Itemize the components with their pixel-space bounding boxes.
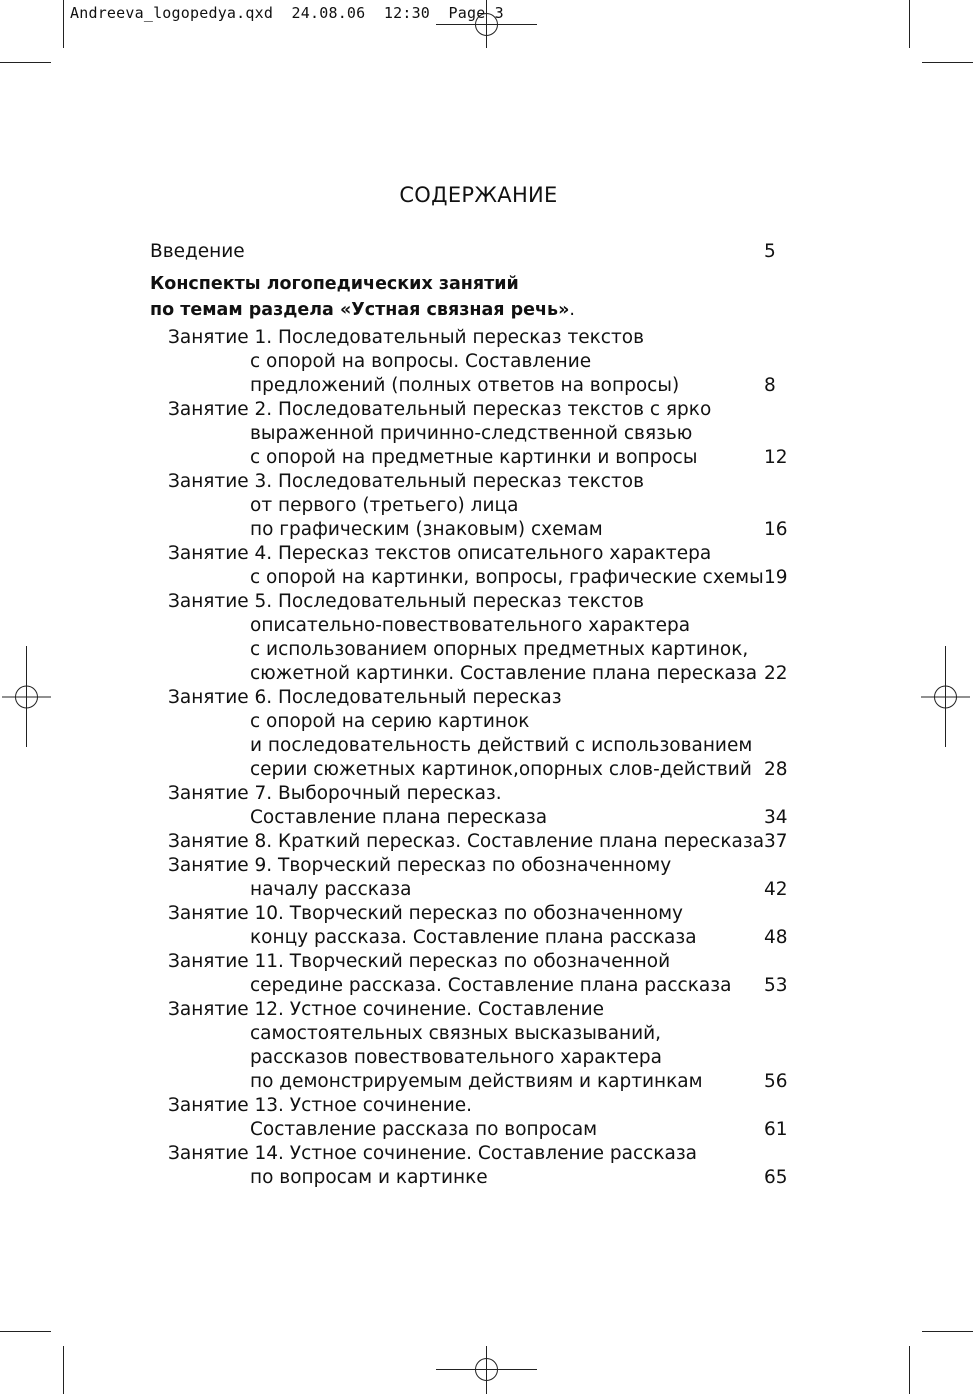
toc-lesson-10-first-line <box>168 902 683 926</box>
toc-lesson-6-page: 28 <box>764 759 788 780</box>
section-heading-dot: . <box>569 300 575 320</box>
toc-lesson-1-page: 8 <box>764 375 776 396</box>
section-heading-line2 <box>150 298 575 322</box>
toc-lesson-label: Занятие 2. <box>168 399 279 420</box>
toc-lesson-2-line-3: с опорой на предметные картинки и вопросы <box>250 447 698 468</box>
toc-lesson-3-page: 16 <box>764 519 788 540</box>
toc-lesson-6-line-2: с опорой на серию картинок <box>250 711 530 732</box>
toc-lesson-7-line-2: Составление плана пересказа <box>250 807 548 828</box>
toc-lesson-5-line-4: сюжетной картинки. Составление плана пересказа <box>250 663 758 684</box>
toc-lesson-6-line-4: серии сюжетных картинок,опорных слов-действий <box>250 759 752 780</box>
section-heading-line1: Конспекты логопедических занятий <box>150 274 519 294</box>
toc-lesson-text: Последовательный пересказ текстов <box>278 471 644 492</box>
toc-lesson-text: Последовательный пересказ текстов <box>278 327 644 348</box>
toc-lesson-label: Занятие 1. <box>168 327 279 348</box>
toc-intro: Введение <box>150 241 245 262</box>
toc-lesson-12-line-3: рассказов повествовательного характера <box>250 1047 662 1068</box>
toc-lesson-label: Занятие 8. <box>168 831 279 852</box>
toc-lesson-4-first-line <box>168 542 711 566</box>
toc-lesson-text: Устное сочинение. Составление рассказа <box>289 1143 697 1164</box>
toc-lesson-text: Краткий пересказ. Составление плана пересказа <box>278 831 765 852</box>
toc-lesson-text: Последовательный пересказ текстов <box>278 591 644 612</box>
toc-lesson-8-page: 37 <box>764 831 788 852</box>
toc-lesson-7-page: 34 <box>764 807 788 828</box>
toc-lesson-2-page: 12 <box>764 447 788 468</box>
toc-lesson-9-first-line <box>168 854 671 878</box>
toc-lesson-3-line-2: от первого (третьего) лица <box>250 495 519 516</box>
toc-lesson-9-line-2: началу рассказа <box>250 879 412 900</box>
toc-lesson-text: Устное сочинение. Составление <box>289 999 605 1020</box>
toc-lesson-13-line-2: Составление рассказа по вопросам <box>250 1119 598 1140</box>
toc-lesson-11-page: 53 <box>764 975 788 996</box>
toc-lesson-1-line-2: с опорой на вопросы. Составление <box>250 351 592 372</box>
toc-lesson-12-page: 56 <box>764 1071 788 1092</box>
toc-lesson-2-first-line <box>168 398 711 422</box>
toc-lesson-4-line-2: с опорой на картинки, вопросы, графические схемы <box>250 567 764 588</box>
slug-time: 12:30 <box>383 4 431 22</box>
toc-lesson-10-page: 48 <box>764 927 788 948</box>
registration-mark-top <box>436 0 537 48</box>
toc-lesson-3-line-3: по графическим (знаковым) схемам <box>250 519 603 540</box>
toc-lesson-12-line-2: самостоятельных связных высказываний, <box>250 1023 662 1044</box>
page-title: СОДЕРЖАНИЕ <box>399 183 558 207</box>
toc-lesson-11-first-line <box>168 950 670 974</box>
toc-lesson-label: Занятие 7. <box>168 783 279 804</box>
toc-lesson-11-line-2: середине рассказа. Составление плана рассказа <box>250 975 732 996</box>
toc-lesson-13-first-line <box>168 1094 472 1118</box>
toc-lesson-label: Занятие 4. <box>168 543 279 564</box>
toc-lesson-5-first-line <box>168 590 644 614</box>
toc-lesson-text: Последовательный пересказ текстов с ярко <box>278 399 712 420</box>
toc-lesson-label: Занятие 14. <box>168 1143 290 1164</box>
toc-lesson-14-page: 65 <box>764 1167 788 1188</box>
slug-file: Andreeva_logopedya.qxd <box>70 4 274 22</box>
toc-lesson-6-line-3: и последовательность действий с использованием <box>250 735 753 756</box>
toc-lesson-12-first-line <box>168 998 604 1022</box>
toc-lesson-6-first-line <box>168 686 562 710</box>
toc-lesson-7-first-line <box>168 782 502 806</box>
toc-lesson-9-page: 42 <box>764 879 788 900</box>
toc-lesson-label: Занятие 3. <box>168 471 279 492</box>
toc-lesson-text: Устное сочинение. <box>289 1095 472 1116</box>
toc-lesson-2-line-2: выраженной причинно-следственной связью <box>250 423 693 444</box>
slug-date: 24.08.06 <box>291 4 366 22</box>
toc-lesson-1-line-3: предложений (полных ответов на вопросы) <box>250 375 680 396</box>
toc-lesson-text: Творческий пересказ по обозначенной <box>289 951 671 972</box>
toc-lesson-1-first-line <box>168 326 644 350</box>
toc-lesson-label: Занятие 5. <box>168 591 279 612</box>
toc-lesson-label: Занятие 11. <box>168 951 290 972</box>
toc-lesson-14-line-2: по вопросам и картинке <box>250 1167 488 1188</box>
toc-intro-page: 5 <box>764 241 776 262</box>
toc-lesson-text: Выборочный пересказ. <box>278 783 502 804</box>
registration-mark-left <box>2 646 51 747</box>
section-heading-quoted: «Устная связная речь» <box>339 300 570 320</box>
toc-lesson-14-first-line <box>168 1142 697 1166</box>
toc-lesson-12-line-4: по демонстрируемым действиям и картинкам <box>250 1071 703 1092</box>
toc-lesson-5-line-2: описательно-повествовательного характера <box>250 615 691 636</box>
toc-lesson-text: Творческий пересказ по обозначенному <box>289 903 683 924</box>
registration-mark-bottom <box>436 1346 537 1394</box>
registration-mark-right <box>921 646 970 747</box>
toc-lesson-text: Творческий пересказ по обозначенному <box>278 855 672 876</box>
toc-lesson-10-line-2: концу рассказа. Составление плана рассказа <box>250 927 697 948</box>
toc-lesson-5-line-3: с использованием опорных предметных картинок, <box>250 639 749 660</box>
toc-lesson-8-first-line <box>168 830 764 854</box>
toc-lesson-13-page: 61 <box>764 1119 788 1140</box>
toc-lesson-text: Пересказ текстов описательного характера <box>278 543 712 564</box>
toc-lesson-text: Последовательный пересказ <box>278 687 562 708</box>
toc-lesson-5-page: 22 <box>764 663 788 684</box>
toc-lesson-label: Занятие 9. <box>168 855 279 876</box>
toc-lesson-label: Занятие 6. <box>168 687 279 708</box>
toc-lesson-4-page: 19 <box>764 567 788 588</box>
toc-lesson-3-first-line <box>168 470 644 494</box>
toc-lesson-label: Занятие 12. <box>168 999 290 1020</box>
toc-lesson-label: Занятие 10. <box>168 903 290 924</box>
toc-lesson-label: Занятие 13. <box>168 1095 290 1116</box>
section-heading-prefix: по темам раздела <box>150 300 340 320</box>
slug-page: Page 3 <box>448 4 504 22</box>
